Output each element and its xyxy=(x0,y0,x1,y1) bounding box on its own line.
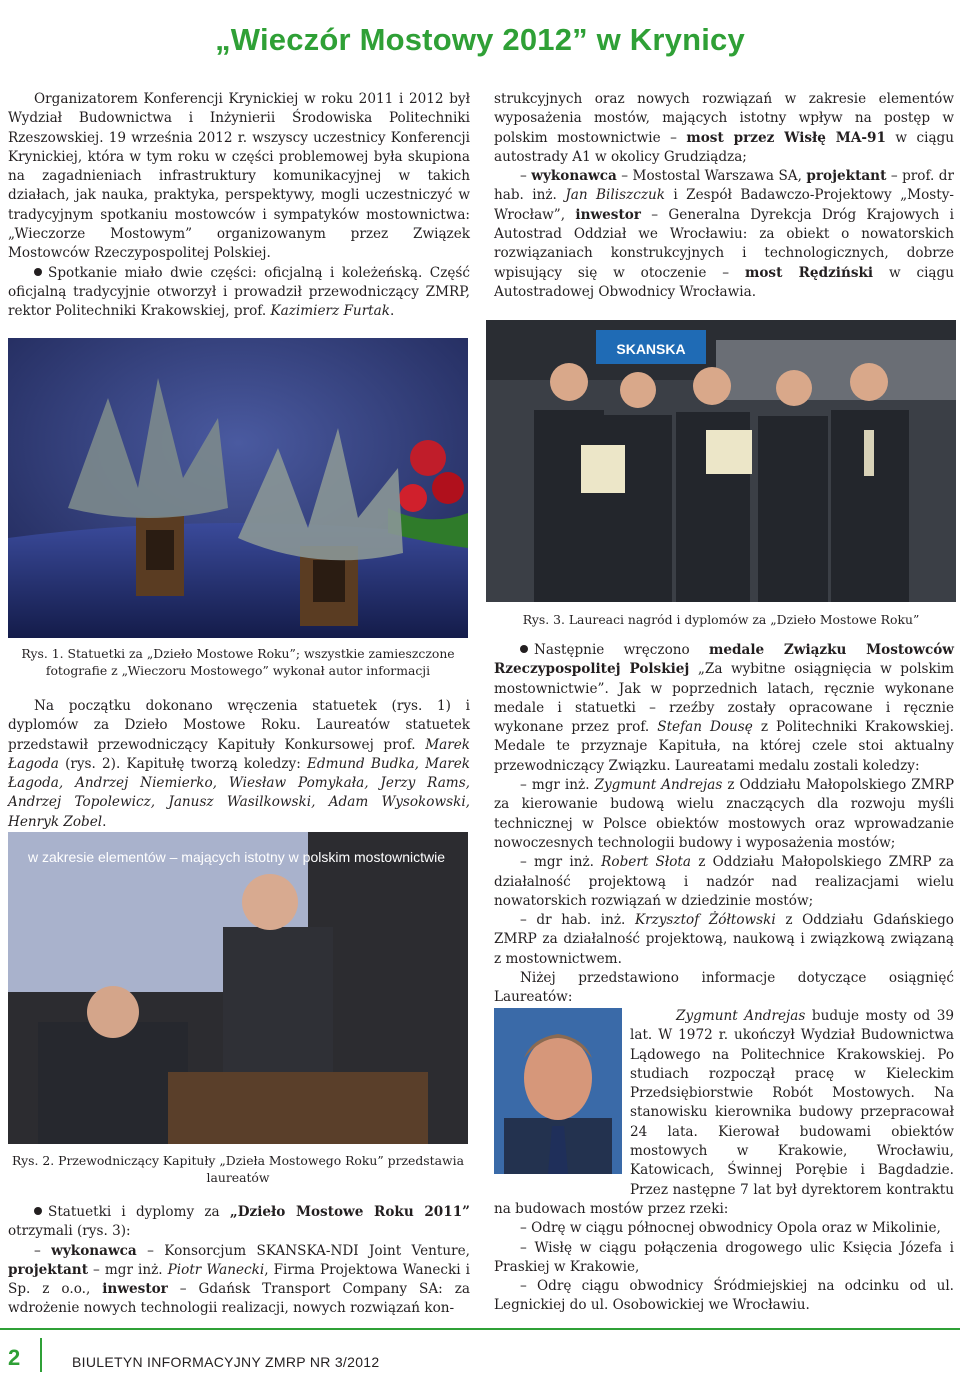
awards-paragraph: Statuetki i dyplomy za „Dzieło Mostowe Roku 2011” otrzymali (rys. 3): – wykonawca – Konsorcjum SKANSKA-NDI Joint Venture, projektant – mgr inż. Piotr Wanecki, Firma Projektowa Wanecki i Sp. z o.o., inwestor – Gdańsk Transport Company SA: za wdrożenie nowych technologii realizacji, nowych rozwiązań kon- xyxy=(8,1204,471,1317)
bullet-icon xyxy=(520,645,528,653)
person-name: Kazimierz Furtak xyxy=(270,303,390,320)
right-column-top xyxy=(494,90,954,302)
statuettes-illustration xyxy=(8,338,468,638)
intro-column xyxy=(8,90,470,322)
bullet-icon xyxy=(34,1207,42,1215)
figure3-caption: Rys. 3. Laureaci nagród i dyplomów za „Dzieło Mostowe Roku” xyxy=(522,612,920,627)
projected-slide-text: w zakresie elementów – mających istotny w polskim mostownictwie xyxy=(28,849,446,865)
skanska-sign: SKANSKA xyxy=(616,341,686,357)
page-number: 2 xyxy=(8,1345,21,1370)
laureate-paragraph: – wykonawca – Mostostal Warszawa SA, projektant – prof. dr hab. inż. Jan Biliszczuk i Zespół Badawczo-Projektowy „Mosty-Wrocław”, inwestor – Generalna Dyrekcja Dróg Krajowych i Autostrad Oddział we Wrocławiu: za obiekt o nowatorskich rozwiązaniach konstrukcyjnych i technologicznych, dobrze wpisujący się w otoczenie – most Rędziński w ciągu Autostradowej Obwodnicy Wrocławia. xyxy=(494,168,954,300)
bullet-icon xyxy=(34,268,42,276)
intro-paragraph: Organizatorem Konferencji Krynickiej w roku 2011 i 2012 był Wydział Budownictwa i Inżynierii Środowiska Politechniki Rzeszowskiej. 19 września 2012 r. wszyscy uczestnicy Konferencji Krynickiej, która w tym roku w części problemowej była skupiona na zagadnieniach infrastruktury komunikacyjnej w takich działach, jak nauka, praktyka, perspektywy, mogli uczestniczyć w tradycyjnym spotkaniu mostowców i sympatyków mostownictwa: „Wieczorze Mostowym” organizowanym przez Związek Mostowców Rzeczypospolitej Polskiej. xyxy=(8,91,470,262)
laureates-illustration xyxy=(486,320,956,602)
medals-section: Następnie wręczono medale Związku Mostowców Rzeczypospolitej Polskiej „Za wybitne osiągnięcia w polskim mostownictwie”. Jak w poprzednich latach, ręcznie wykonane medale i statuetki – rzeźby zostały opracowane i ręcznie wykonane przez prof. Stefan Dousę z Politechniki Krakowskiej. Medale te przyznaje Kapituła, na której czele stoi aktualny przewodniczący Związku. Laureatami medalu zostali koledzy: – mgr inż. Zygmunt Andrejas z Oddziału Małopolskiego ZMRP za kierowanie budową wielu znaczących dla rozwoju myśli technicznej w Polsce obiektów mostowych oraz wprowadzanie nowoczesnych technologii budowy i wyposażenia mostów; – mgr inż. Robert Słota z Oddziału Małopolskiego ZMRP za działalność projektową i nadzór nad realizacjami wielu nowatorskich rozwiązań w dziedzinie mostów; – dr hab. inż. Krzysztof Żółtowski z Oddziału Gdańskiego ZMRP za działalność projektową, naukową i związkową związaną z mostownictwem. Niżej przedstawiono informacje dotyczące osiągnięć Laureatów: xyxy=(494,642,955,1006)
statuettes-photo xyxy=(8,338,468,638)
continued-paragraph: strukcyjnych oraz nowych rozwiązań w zakresie elementów wyposażenia mostów, mających istotny wpływ na postęp w polskim mostownictwie – most przez Wisłę MA-91 w ciągu autostrady A1 w okolicy Grudziądza; xyxy=(494,91,954,165)
portrait-spacer xyxy=(494,1007,630,1197)
presentation-paragraph: Na początku dokonano wręczenia statuetek (rys. 1) i dyplomów za Dzieło Mostowe Roku. Laureatów statuetek przedstawił przewodniczący Kapituły Konkursowej prof. Marek Łagoda (rys. 2). Kapitułę tworzą koledzy: Edmund Budka, Marek Łagoda, Andrzej Niemierko, Wiesław Pomykała, Jerzy Rams, Andrzej Topolewicz, Janusz Wasilkowski, Adam Wysokowski, Henryk Zobel. xyxy=(8,698,470,830)
footer-divider xyxy=(40,1338,42,1372)
figure1-caption: Rys. 1. Statuetki za „Dzieło Mostowe Roku”; wszystkie zamieszczone fotografie z „Wieczoru Mostowego” wykonał autor informacji xyxy=(21,646,455,678)
chairman-illustration xyxy=(8,832,468,1144)
chairman-photo xyxy=(8,832,468,1144)
figure2-caption: Rys. 2. Przewodniczący Kapituły „Dzieła Mostowego Roku” przedstawia laureatów xyxy=(12,1153,464,1185)
bio-name: Zygmunt Andrejas xyxy=(676,1008,806,1024)
page-title: „Wieczór Mostowy 2012” w Krynicy xyxy=(215,22,745,57)
footer-rule xyxy=(0,1328,960,1330)
second-paragraph: Spotkanie miało dwie części: oficjalną i koleżeńską. Część oficjalną tradycyjnie otworzył i prowadził przewodniczący ZMRP, rektor Politechniki Krakowskiej, prof. Kazimierz Furtak. xyxy=(8,264,470,320)
laureates-photo xyxy=(486,320,956,602)
footer-title: BIULETYN INFORMACYJNY ZMRP NR 3/2012 xyxy=(72,1354,380,1370)
andrejas-bio: Zygmunt Andrejas buduje mosty od 39 lat. W 1972 r. ukończył Wydział Budownictwa Lądowego na Politechnice Krakowskiej. Po studiach rozpoczął pracę w Kieleckim Przedsiębiorstwie Robót Mostowych. Na stanowisku kierownika budowy przepracował 24 lata. Kierował budowami obiektów mostowych w Krakowie, Wrocławiu, Katowicach, Świnnej Porębie i Bagdadzie. Przez następne 7 lat był dyrektorem kontraktu na budowach mostów przez rzeki: – Odrę w ciągu północnej obwodnicy Opola oraz w Mikolinie, – Wisłę w ciągu połączenia drogowego ulic Księcia Józefa i Praskiej w Krakowie, – Odrę ciągu obwodnicy Śródmiejskiej na odcinku od ul. Legnickiej do ul. Osobowickiej we Wrocławiu. xyxy=(494,1008,955,1314)
